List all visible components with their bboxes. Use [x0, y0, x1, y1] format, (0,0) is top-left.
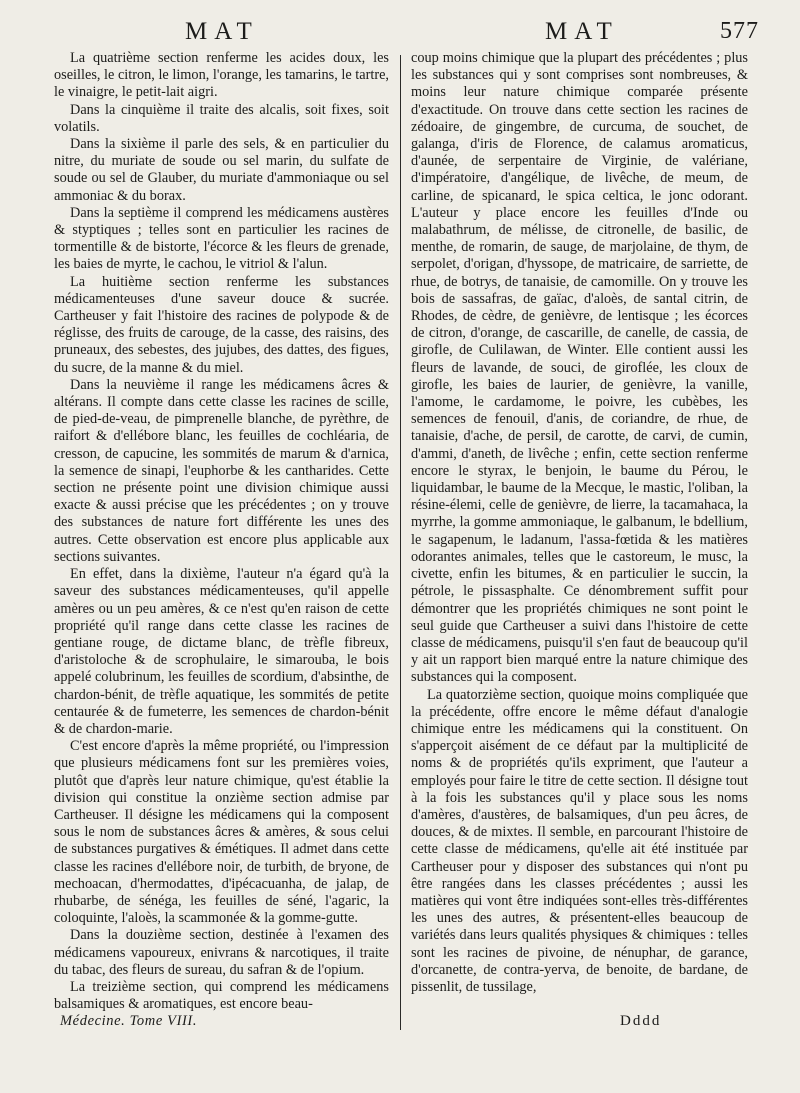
paragraph: La quatorzième section, quoique moins compliquée que la précédente, offre encore le même défaut d'analogie chimique entre les médicamens qui la constituent. On s'apperçoit aisément de ce défaut par la multiplicité de noms & de propriétés qu'ils expriment, que l'auteur a employés pour faire le titre de cette section. Il désigne tout à la fois les substances qu'il y place sous les noms d'amères, d'austères, de balsamiques, d'un peu âcres, de douces, & de mixtes. Il semble, en parcourant l'histoire de cette classe de médicamens, qu'elle ait été instituée par Cartheuser pour y disposer des substances qui n'ont pu être rangées dans les classes précédentes ; aussi les matières qui vont être indiquées sont-elles très-différentes les unes des autres, & présentent-elles beaucoup de variétés dans leurs qualités physiques & chimiques : telles sont les racines de pivoine, de nénuphar, de garance, d'orcanette, de contra-yerva, de benoite, de bardane, de pissenlit, de tussilage, [411, 686, 748, 995]
paragraph: La huitième section renferme les substances médicamenteuses d'une saveur douce & sucrée. Cartheuser y fait l'histoire des racines de polypode & de réglisse, des fruits de carouge, de la casse, des raisins, des pruneaux, des sebestes, des jujubes, des dattes, des figues, du sucre, de la manne & du miel. [54, 273, 389, 376]
paragraph: Dans la cinquième il traite des alcalis, soit fixes, soit volatils. [54, 101, 389, 135]
gathering-signature: Dddd [620, 1013, 662, 1029]
page-number: 577 [720, 18, 759, 44]
header-left: MAT [185, 18, 259, 45]
right-column [411, 50, 748, 996]
header-right: MAT [545, 18, 619, 45]
paragraph: Dans la douzième section, destinée à l'examen des médicamens vapoureux, enivrans & narcotiques, il traite du tabac, des fleurs de sureau, du safran & de l'opium. [54, 927, 389, 978]
paragraph: Dans la neuvième il range les médicamens âcres & altérans. Il compte dans cette classe les racines de scille, de pied-de-veau, de pimprenelle blanche, de pyrèthre, de raifort & d'ellébore blanc, les feuilles de cochléaria, de cresson, de capucine, les sommités de marum & d'arnica, la semence de sinapi, l'euphorbe & les cantharides. Cette section ne présente point une division chimique aussi exacte & aussi précise que les précédentes ; on y trouve des substances de nature fort différente les unes des autres. Cette observation est encore plus applicable aux sections suivantes. [54, 376, 389, 565]
paragraph: C'est encore d'après la même propriété, ou l'impression que plusieurs médicamens font sur les premières voies, plutôt que d'après leur nature chimique, qu'est établie la division qui constitue la onzième section admise par Cartheuser. Il désigne les médicamens qui la composent sous le nom de substances âcres & amères, & sous celui de substances purgatives & émétiques. Il admet dans cette classe les racines d'ellébore noir, de turbith, de bryone, de mechoacan, d'hermodattes, d'ipécacuanha, de jalap, de rhubarbe, de sénéga, les feuilles de séné, l'agaric, la coloquinte, l'aloès, la scammonée & la gomme-gutte. [54, 738, 389, 927]
column-divider [400, 55, 401, 1030]
paragraph: La treizième section, qui comprend les médicamens balsamiques & aromatiques, est encore beau- [54, 978, 389, 1013]
left-column [54, 50, 389, 1013]
paragraph: En effet, dans la dixième, l'auteur n'a égard qu'à la saveur des substances médicamenteuses, qu'il appelle amères ou un peu amères, & ce n'est qu'en raison de cette propriété qu'il range dans cette classe les racines de gentiane rouge, de dictame blanc, de trèfle fibreux, d'aristoloche & de scrophulaire, le simarouba, le bois appelé colubrinum, les feuilles de scordium, d'absinthe, de chardon-bénit, de trèfle aquatique, les sommités de petite centaurée & de fumeterre, les semences de chardon-bénit & de chardon-marie. [54, 566, 389, 737]
paragraph: Dans la septième il comprend les médicamens austères & styptiques ; telles sont en particulier les racines de tormentille & de bistorte, l'écorce & les fleurs de grenade, les baies de myrte, le cachou, le vitriol & l'alun. [54, 204, 389, 273]
paragraph: Dans la sixième il parle des sels, & en particulier du nitre, du muriate de soude ou sel marin, du sulfate de soude ou sel de Glauber, du muriate d'ammoniaque ou sel ammoniac & du borax. [54, 136, 389, 204]
paragraph: coup moins chimique que la plupart des précédentes ; plus les substances qui y sont comprises sont nombreuses, & moins leur nature chimique comparée présente d'exactitude. On trouve dans cette section les racines de zédoaire, de gingembre, de curcuma, de souchet, de galanga, d'iris de Florence, de calamus aromaticus, d'aunée, de serpentaire de Virginie, de valériane, d'impératoire, d'angélique, de livêche, de meum, de carline, de spicanard, le spica celtica, le jonc odorant. L'auteur y place encore les feuilles d'Inde ou malabathrum, de mélisse, de citronelle, de basilic, de menthe, de romarin, de sauge, de marjolaine, de thym, de serpolet, d'origan, d'hyssope, de matricaire, de sarriette, de rhue, de botrys, de tanaisie, de camomille. On y trouve les bois de sassafras, de gaïac, d'aloès, de santal citrin, de Rhodes, de cèdre, de genièvre, de lentisque ; les écorces de citron, d'orange, de cascarille, de canelle, de cassia, de girofle, de Culilawan, de Winter. Elle contient aussi les fleurs de lavande, de souci, de giroflée, les cloux de girofle, les baies de laurier, de genièvre, la vanille, l'amome, le cardamome, le poivre, les cubèbes, les semences de fenouil, d'anis, de coriandre, de rhue, de tanaisie, d'ache, de persil, de carotte, de carvi, de cumin, d'ammi, d'aneth, de livêche ; enfin, cette section renferme encore le styrax, le benjoin, le baume du Pérou, le liquidambar, le baume de la Mecque, le mastic, l'oliban, la résine-élemi, celle de genièvre, de lierre, la tacamahaca, la myrrhe, la gomme ammoniaque, le galbanum, le bdellium, le sagapenum, le ladanum, l'assa-fœtida & les matières odorantes animales, telles que le castoreum, le musc, la civette, enfin les bitumes, & en particulier le succin, la pétrole, le pissasphalte. Ce dénombrement suffit pour démontrer que les propriétés chimiques ne sont point le seul guide que Cartheuser a suivi dans l'histoire de cette classe de médicamens, puisqu'il s'en faut de beaucoup qu'il y ait un rapport bien marqué entre la nature chimique des substances qui la composent. [411, 50, 748, 686]
paragraph: La quatrième section renferme les acides doux, les oseilles, le citron, le limon, l'orange, les tamarins, le tartre, le vinaigre, le petit-lait aigri. [54, 50, 389, 101]
volume-signature: Médecine. Tome VIII. [60, 1013, 198, 1029]
running-header [0, 18, 800, 48]
